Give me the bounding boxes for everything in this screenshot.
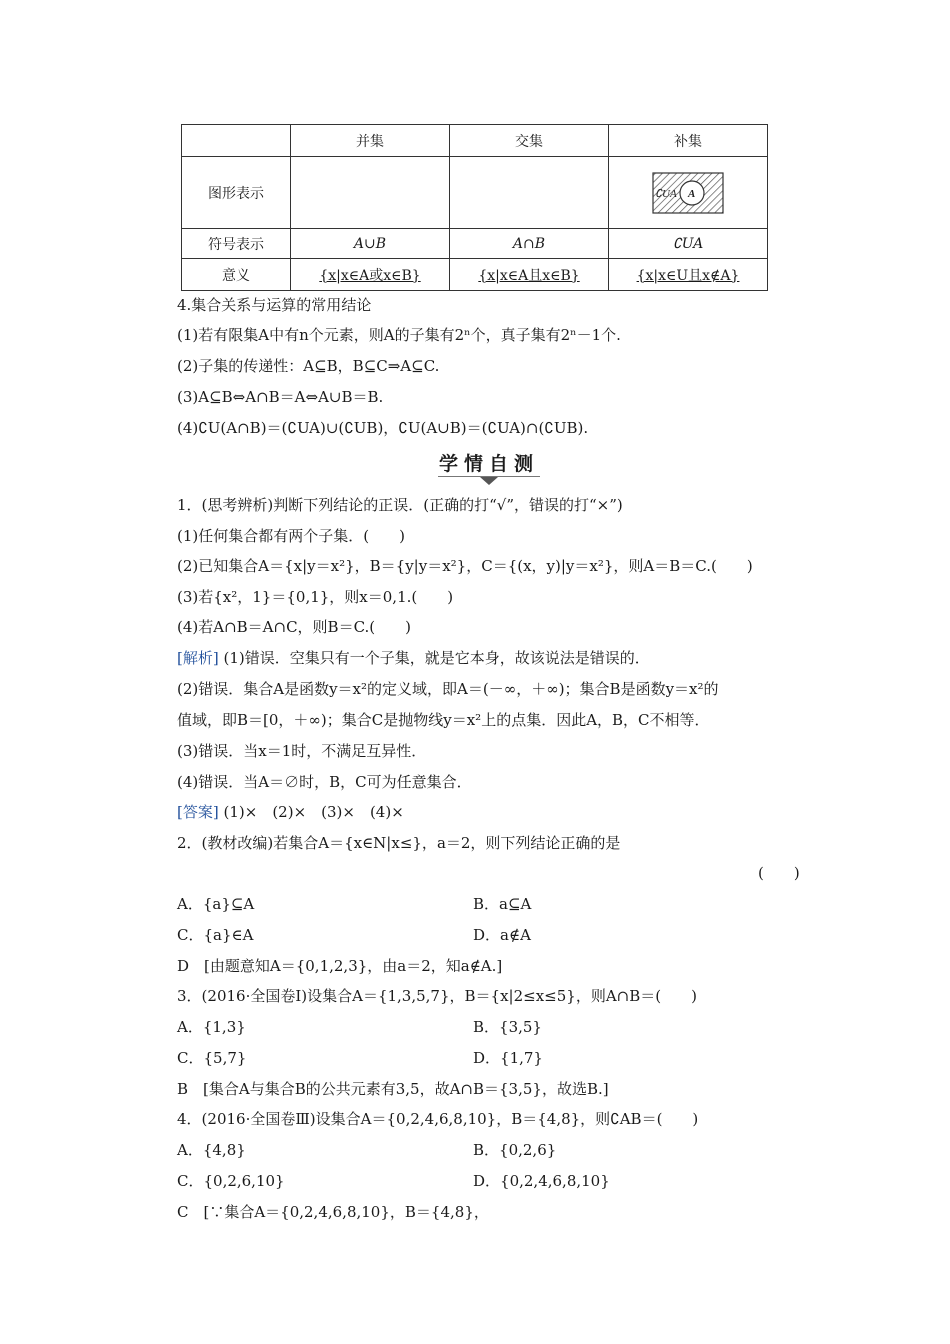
q1-analysis-text-1: (1)错误．空集只有一个子集，就是它本身，故该说法是错误的． <box>223 649 650 667</box>
row-label-meaning: 意义 <box>182 259 291 291</box>
cell-union-graphic <box>291 157 450 229</box>
row-label-graphic: 图形表示 <box>182 157 291 229</box>
section4-item-4: (4)∁U(A∩B)＝(∁UA)∪(∁UB)，∁U(A∪B)＝(∁UA)∩(∁UB). <box>177 419 589 437</box>
section4-item-3: (3)A⊆B⇔A∩B＝A⇔A∪B＝B. <box>177 388 384 406</box>
heading-text: 学情自测 <box>438 453 539 475</box>
cell-intersection-graphic <box>450 157 609 229</box>
q2-option-a: A．{a}⊆A <box>177 895 255 913</box>
set-operations-table <box>181 124 768 291</box>
heading-triangle-icon <box>480 477 498 485</box>
q4-option-b: B．{0,2,6} <box>473 1141 557 1159</box>
q1-analysis-line-2: (2)错误．集合A是函数y＝x²的定义域，即A＝(－∞，＋∞)；集合B是函数y＝x²的 <box>177 680 719 698</box>
q1-analysis-line-3: 值域，即B＝[0，＋∞)；集合C是抛物线y＝x²上的点集．因此A，B，C不相等． <box>177 711 710 729</box>
q1-item-2: (2)已知集合A＝{x|y＝x²}，B＝{y|y＝x²}，C＝{(x，y)|y＝x²}，则A＝B＝C.( ) <box>177 557 753 575</box>
q1-answer-tag: [答案] <box>177 803 219 821</box>
q3-option-a: A．{1,3} <box>177 1018 246 1036</box>
q2-stem: 2．(教材改编)若集合A＝{x∈N|x≤}，a＝2，则下列结论正确的是 <box>177 834 621 852</box>
q4-option-d: D．{0,2,4,6,8,10} <box>473 1172 610 1190</box>
q3-option-b: B．{3,5} <box>473 1018 542 1036</box>
cell-complement-symbol: ∁UA <box>609 229 768 259</box>
q2-option-d: D．a∉A <box>473 926 531 944</box>
table-header-union: 并集 <box>291 125 450 157</box>
venn-complement-label: ∁UA <box>655 187 677 200</box>
q1-analysis-line-4: (3)错误．当x＝1时，不满足互异性． <box>177 742 427 760</box>
q2-option-c: C．{a}∈A <box>177 926 254 944</box>
cell-intersection-meaning: {x|x∈A且x∈B} <box>478 267 580 284</box>
row-label-symbol: 符号表示 <box>182 229 291 259</box>
venn-circle-label: A <box>688 187 696 200</box>
q3-option-c: C．{5,7} <box>177 1049 247 1067</box>
q1-item-4: (4)若A∩B＝A∩C，则B＝C.( ) <box>177 618 411 636</box>
section4-item-1: (1)若有限集A中有n个元素，则A的子集有2ⁿ个，真子集有2ⁿ－1个. <box>177 326 621 344</box>
q2-option-b: B．a⊆A <box>473 895 532 913</box>
q1-analysis-tag: [解析] <box>177 649 219 667</box>
q1-answer-text: (1)× (2)× (3)× (4)× <box>223 803 404 821</box>
table-header-empty <box>182 125 291 157</box>
cell-complement-meaning: {x|x∈U且x∉A} <box>636 267 740 284</box>
table-header-intersection: 交集 <box>450 125 609 157</box>
complement-venn-diagram <box>652 169 724 217</box>
q3-stem: 3．(2016·全国卷Ⅰ)设集合A＝{1,3,5,7}，B＝{x|2≤x≤5}，则A∩B＝( ) <box>177 987 697 1005</box>
section4-title: 4.集合关系与运算的常用结论 <box>177 296 372 314</box>
table-header-complement: 补集 <box>609 125 768 157</box>
q1-analysis-line-5: (4)错误．当A＝∅时，B，C可为任意集合． <box>177 773 472 791</box>
q4-stem: 4．(2016·全国卷Ⅲ)设集合A＝{0,2,4,6,8,10}，B＝{4,8}，则∁AB＝( ) <box>177 1110 699 1128</box>
q4-option-a: A．{4,8} <box>177 1141 246 1159</box>
q1-item-1: (1)任何集合都有两个子集．( ) <box>177 527 405 545</box>
section4-item-2: (2)子集的传递性：A⊆B，B⊆C⇒A⊆C. <box>177 357 440 375</box>
q4-solution: C [∵集合A＝{0,2,4,6,8,10}，B＝{4,8}， <box>177 1203 489 1221</box>
cell-union-symbol: A∪B <box>291 229 450 259</box>
q2-solution: D [由题意知A＝{0,1,2,3}，由a＝2，知a∉A.] <box>177 957 503 975</box>
cell-union-meaning: {x|x∈A或x∈B} <box>319 267 421 284</box>
cell-intersection-symbol: A∩B <box>450 229 609 259</box>
q3-solution: B [集合A与集合B的公共元素有3,5，故A∩B＝{3,5}，故选B.] <box>177 1080 609 1098</box>
q1-answer-line <box>177 802 404 822</box>
q1-stem: 1．(思考辨析)判断下列结论的正误．(正确的打“√”，错误的打“×”) <box>177 496 623 514</box>
section-heading <box>434 452 544 486</box>
q3-option-d: D．{1,7} <box>473 1049 543 1067</box>
q1-analysis-line-1 <box>177 648 650 668</box>
q1-item-3: (3)若{x²，1}＝{0,1}，则x＝0,1.( ) <box>177 588 454 606</box>
cell-complement-graphic <box>609 157 768 229</box>
q2-paren: ( ) <box>758 864 800 882</box>
q4-option-c: C．{0,2,6,10} <box>177 1172 285 1190</box>
